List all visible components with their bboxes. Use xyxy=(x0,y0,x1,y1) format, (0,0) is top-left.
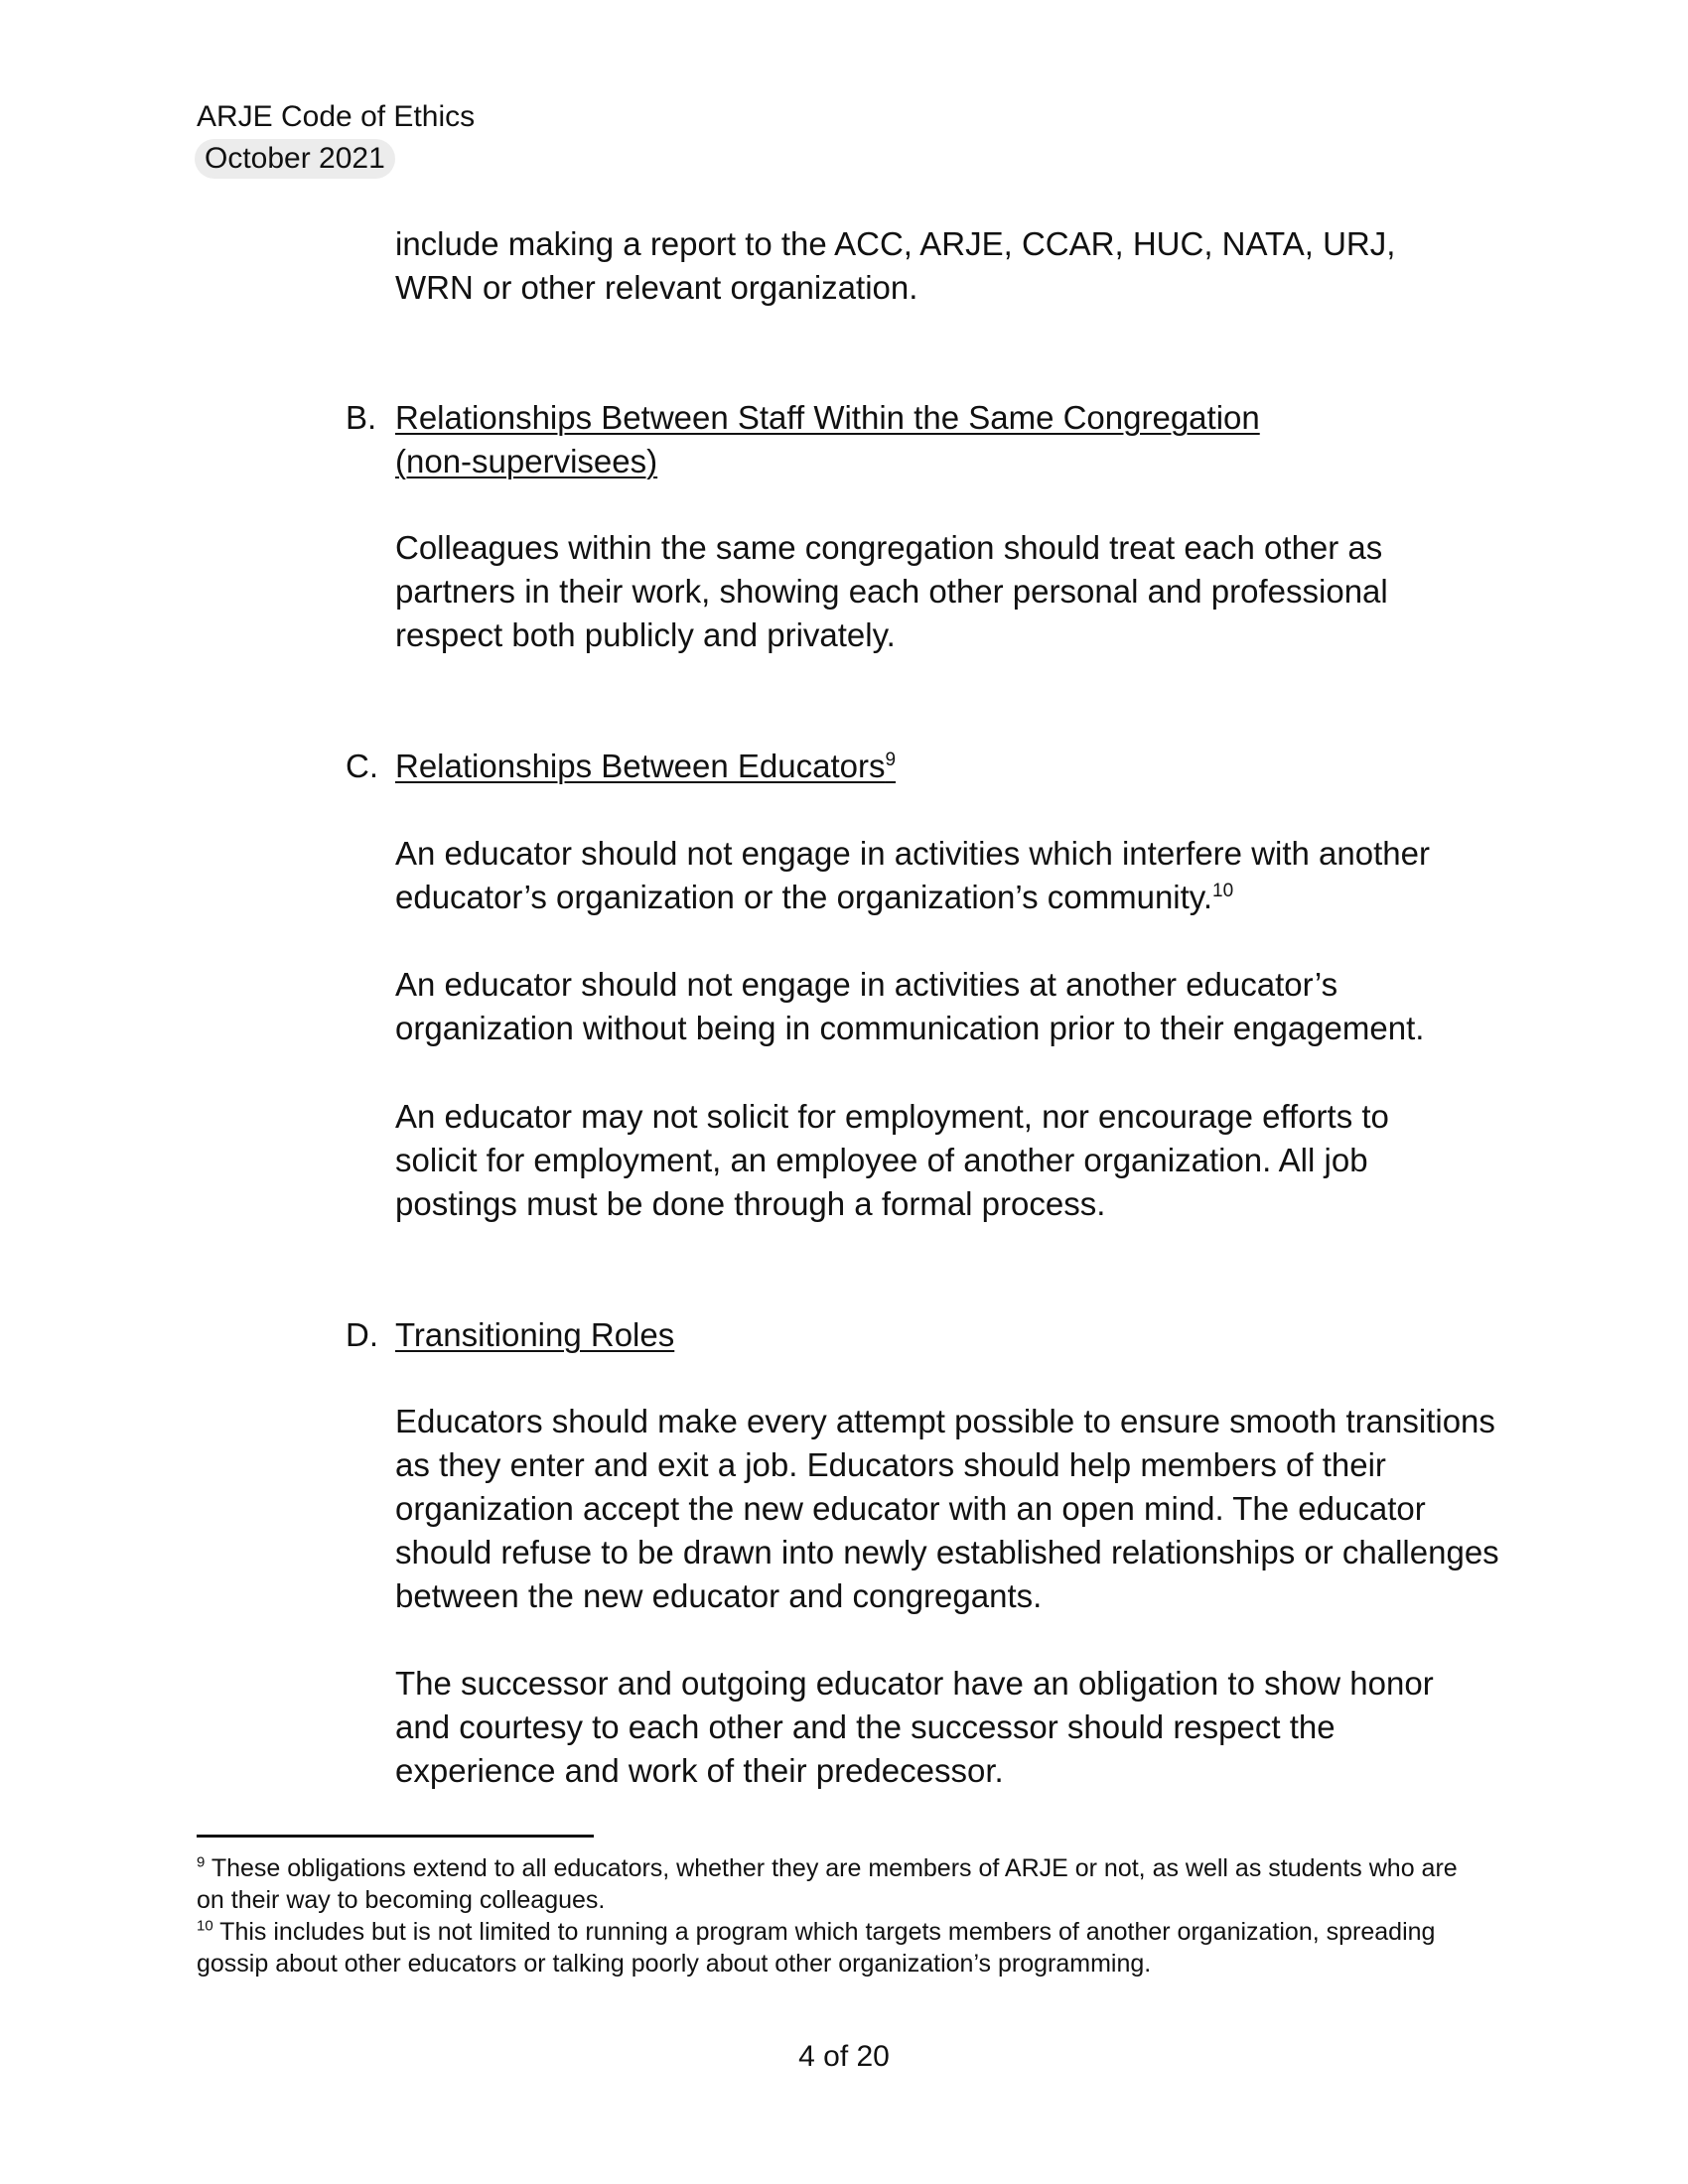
section-c-title-text: Relationships Between Educators xyxy=(395,748,886,784)
section-b-letter: B. xyxy=(346,399,377,436)
section-d-title: Transitioning Roles xyxy=(395,1316,675,1353)
section-c-paragraph-1 xyxy=(395,832,1487,919)
section-c-paragraph-3: An educator may not solicit for employment, nor encourage efforts to solicit for employment, an employee of another organization. All job postings must be done through a formal process. xyxy=(395,1098,1389,1222)
footnote-10-number: 10 xyxy=(197,1917,213,1935)
continued-line-1: include making a report to the ACC, ARJE, CCAR, HUC, NATA, URJ, xyxy=(395,225,1396,262)
section-c-paragraph-1-text: An educator should not engage in activities which interfere with another educator’s organization or the organization’s community. xyxy=(395,835,1430,915)
footnote-9-text: These obligations extend to all educators, whether they are members of ARJE or not, as well as students who are on their way to becoming colleagues. xyxy=(197,1854,1458,1914)
running-header-date: October 2021 xyxy=(195,139,395,179)
section-b-title-line-2: (non-supervisees) xyxy=(395,443,658,479)
footnote-9-number: 9 xyxy=(197,1853,206,1871)
section-c-paragraph-2: An educator should not engage in activities at another educator’s organization without being in communication prior to their engagement. xyxy=(395,966,1425,1046)
section-d-paragraph-1: Educators should make every attempt possible to ensure smooth transitions as they enter and exit a job. Educators should help members of their organization accept the new educator with an open mind. The educator should refuse to be drawn into newly established relationships or challenges between the new educator and congregants. xyxy=(395,1403,1499,1614)
section-c-title xyxy=(395,745,896,788)
page-number: 4 of 20 xyxy=(798,2040,890,2073)
section-d-letter: D. xyxy=(346,1316,378,1353)
footnote-ref-9: 9 xyxy=(885,750,897,770)
footnote-9 xyxy=(197,1852,1487,1916)
footnote-10 xyxy=(197,1916,1487,1979)
footnote-separator xyxy=(197,1835,594,1838)
section-b-title-line-1: Relationships Between Staff Within the Same Congregation xyxy=(395,399,1260,436)
continued-line-2: WRN or other relevant organization. xyxy=(395,269,918,306)
section-d-paragraph-2: The successor and outgoing educator have an obligation to show honor and courtesy to each other and the successor should respect the experience and work of their predecessor. xyxy=(395,1665,1434,1789)
running-header-title: ARJE Code of Ethics xyxy=(197,100,476,133)
footnote-10-text: This includes but is not limited to running a program which targets members of another organization, spreading gossip about other educators or talking poorly about other organization’s programming. xyxy=(197,1918,1436,1978)
section-c-letter: C. xyxy=(346,748,378,784)
footnote-ref-10: 10 xyxy=(1212,881,1234,901)
section-b-paragraph-1: Colleagues within the same congregation should treat each other as partners in their work, showing each other personal and professional respect both publicly and privately. xyxy=(395,529,1388,653)
continued-paragraph xyxy=(395,222,1507,310)
